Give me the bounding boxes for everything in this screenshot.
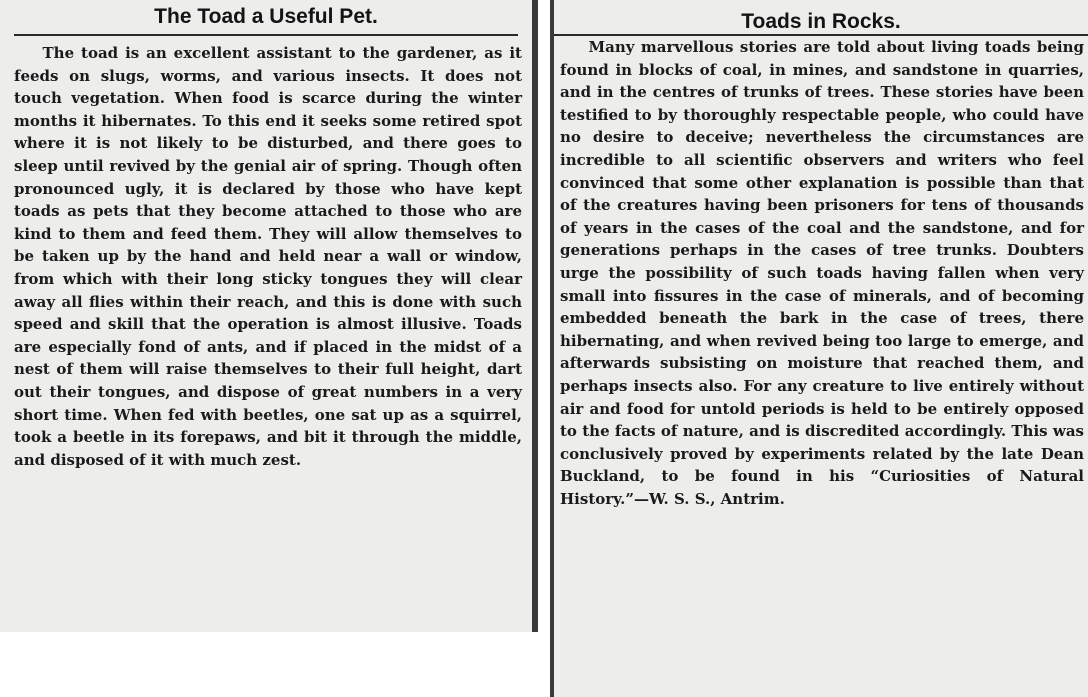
right-clipping: [550, 0, 1088, 697]
left-title-rule: [14, 34, 518, 36]
left-article-title: The Toad a Useful Pet.: [154, 5, 378, 28]
left-clipping: [0, 0, 538, 632]
right-article-title: Toads in Rocks.: [741, 10, 901, 33]
right-article-body: Many marvellous stories are told about living toads being found in blocks of coal, in mines, and sandstone in quarries, and in the centres of trunks of trees. These stories have been testified to by thoroughly respectable people, who could have no desire to deceive; nevertheless the circumstances are incredible to all scientific observers and writers who feel convinced that some other explanation is possible than that of the creatures having been prisoners for tens of thousands of years in the cases of the coal and the sandstone, and for generations perhaps in the cases of tree trunks. Doubters urge the possibility of such toads having fallen when very small into fissures in the case of minerals, and of becoming embedded beneath the bark in the case of trees, there hibernating, and when revived being too large to emerge, and afterwards subsisting on moisture that reached them, and perhaps insects also. For any creature to live entirely without air and food for untold periods is held to be entirely opposed to the facts of nature, and is discredited accordingly. This was conclusively proved by experiments related by the late Dean Buckland, to be found in his “Curiosities of Natural History.”—W. S. S., Antrim.: [560, 38, 1084, 508]
left-article-body: The toad is an excellent assistant to the gardener, as it feeds on slugs, worms, and various insects. It does not touch vegetation. When food is scarce during the winter months it hibernates. To this end it seeks some retired spot where it is not likely to be disturbed, and there goes to sleep until revived by the genial air of spring. Though often pronounced ugly, it is declared by those who have kept toads as pets that they become attached to those who are kind to them and feed them. They will allow themselves to be taken up by the hand and held near a wall or window, from which with their long sticky tongues they will clear away all flies within their reach, and this is done with such speed and skill that the operation is almost illusive. Toads are especially fond of ants, and if placed in the midst of a nest of them will raise themselves to their full height, dart out their tongues, and dispose of great numbers in a very short time. When fed with beetles, one sat up as a squirrel, took a beetle in its forepaws, and bit it through the middle, and disposed of it with much zest.: [14, 44, 522, 469]
